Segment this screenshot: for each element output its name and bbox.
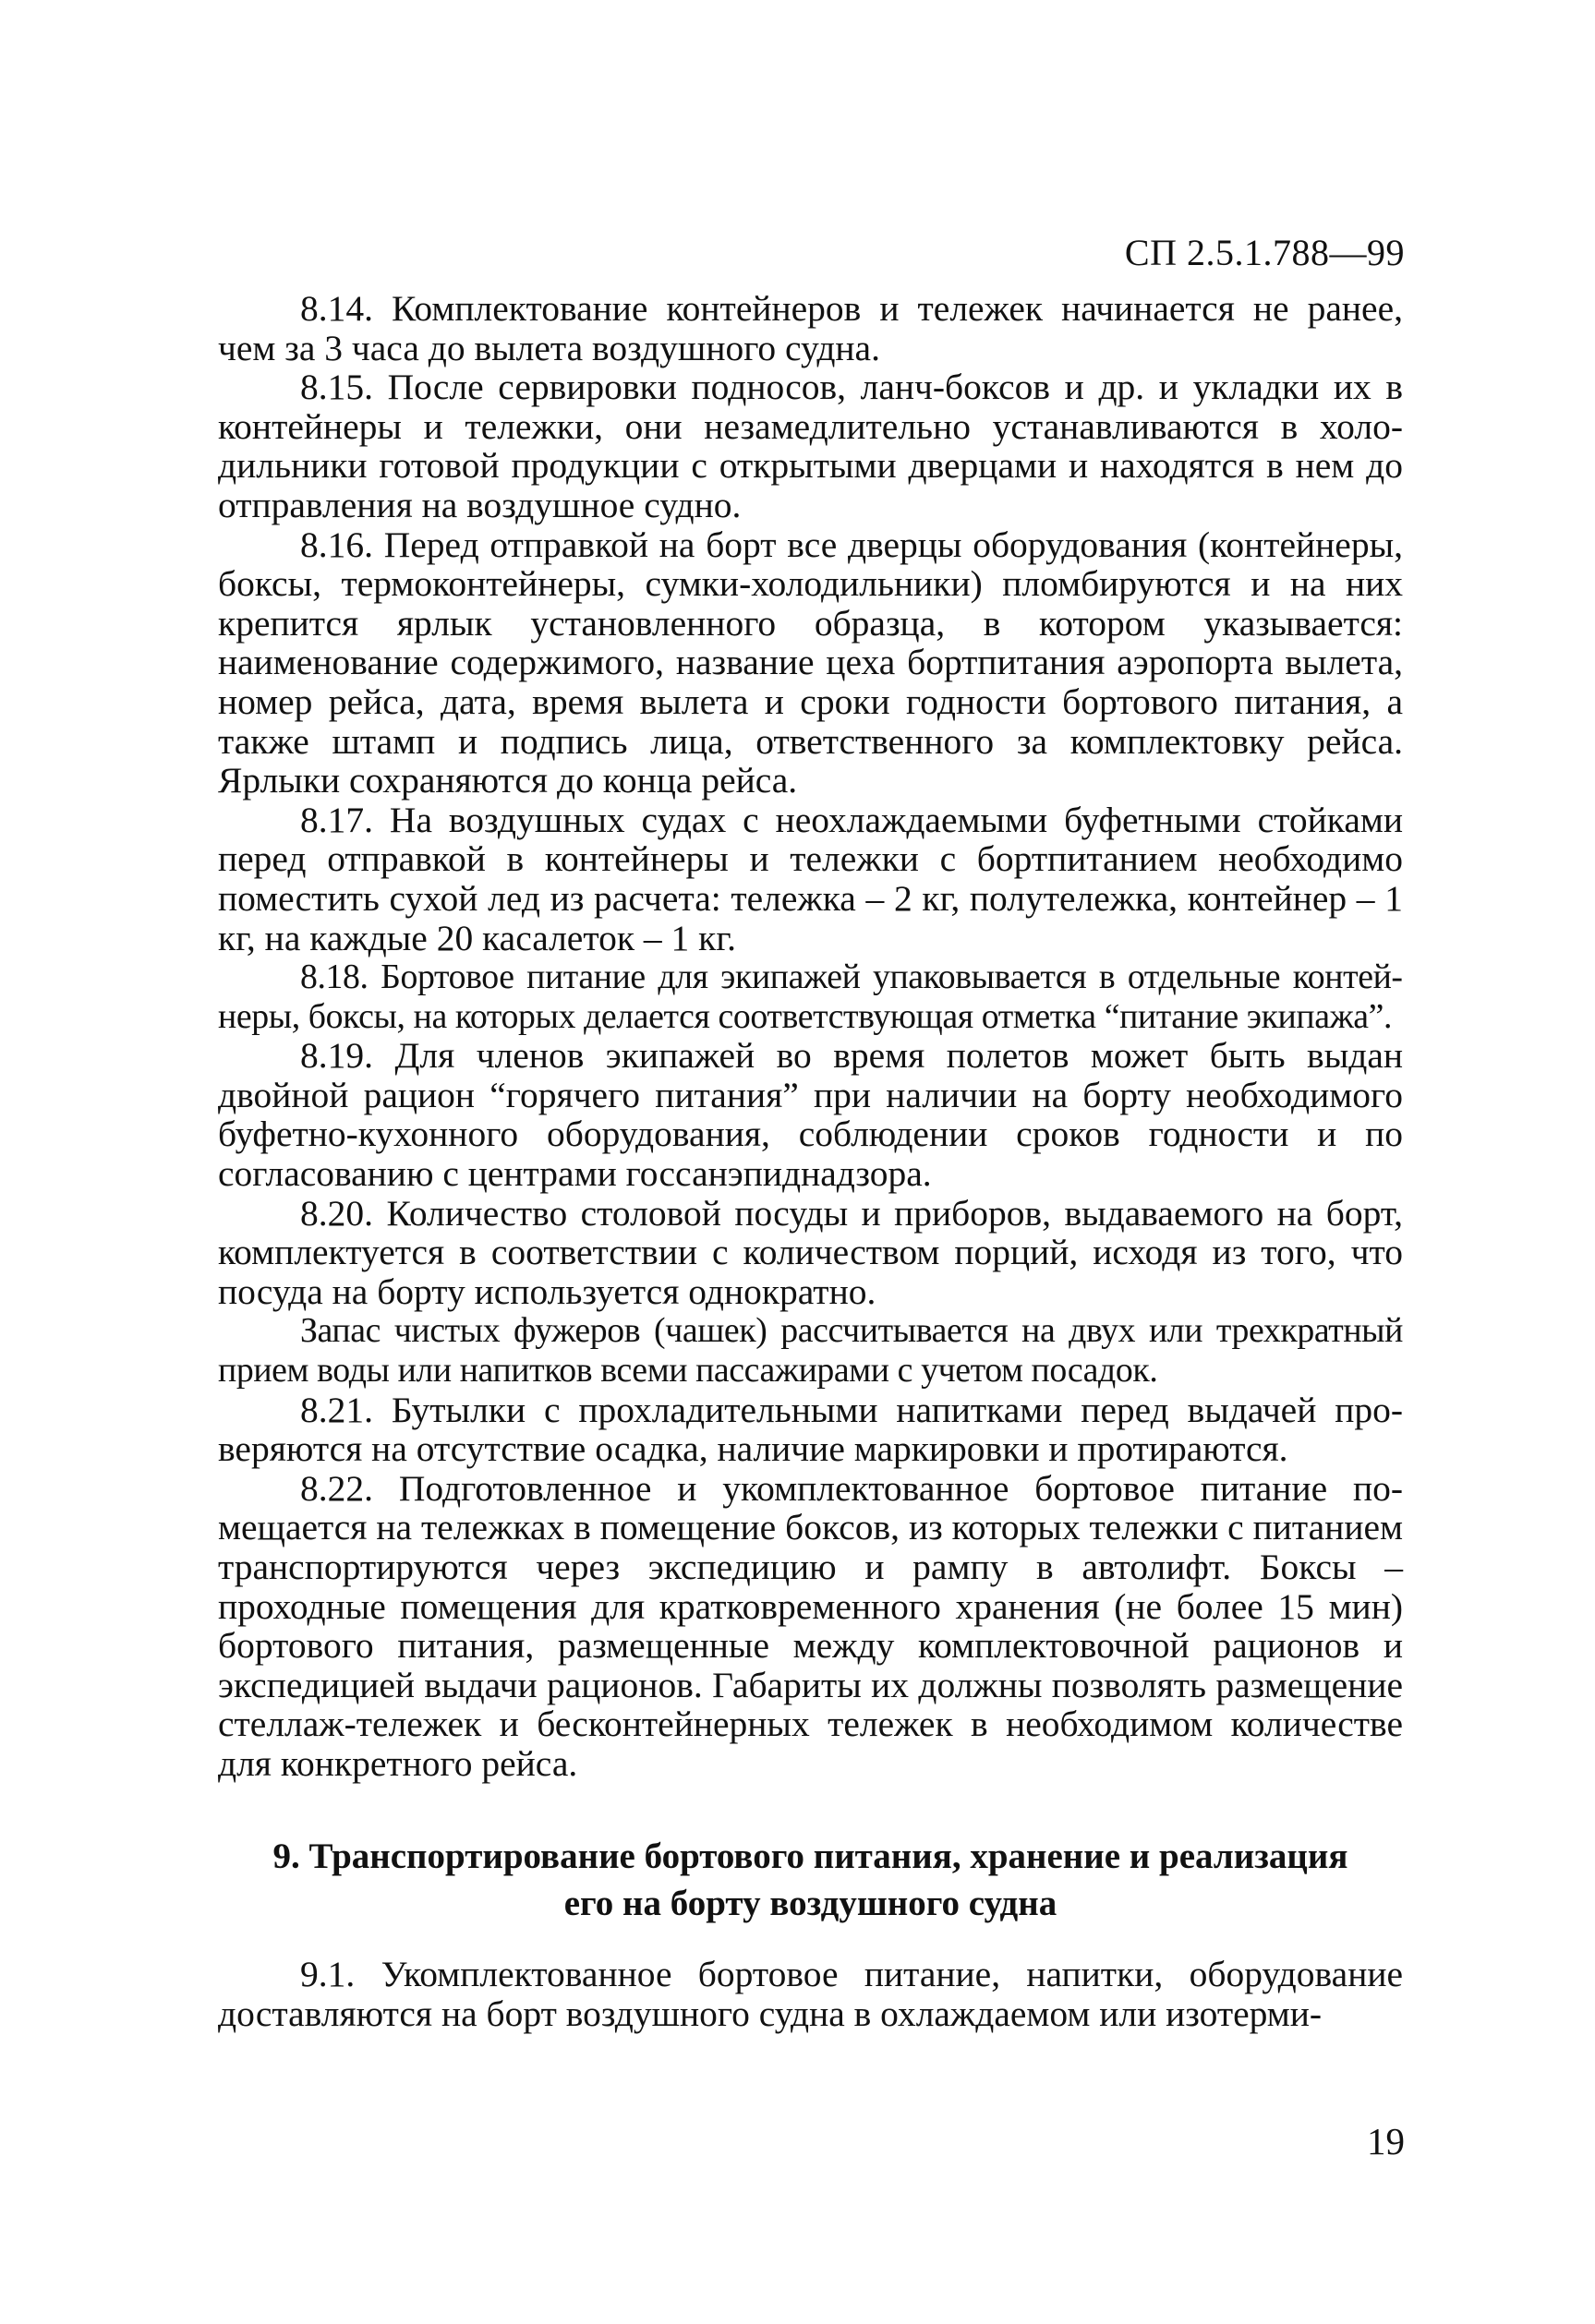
paragraph-8-19: 8.19. Для членов экипажей во время полетов может быть выдан двойной рацион “горячего питания” при наличии на борту необходимого буфетно-кухонного оборудования, соблюдении сроков годности и по согласованию с центрами госсанэпиднадзора.	[218, 1035, 1403, 1195]
document-code: СП 2.5.1.788—99	[1124, 232, 1405, 273]
paragraph-8-22: 8.22. Подготовленное и укомплектованное бортовое питание помещается на тележках в помещение боксов, из которых тележки с питанием транспортируются через экспедицию и рампу в автолифт. Боксы – проходные помещения для кратковременного хранения (не более 15 мин) бортового питания, размещенные между комплектовочной рационов и экспедицией выдачи рационов. Габариты их должны позволять размещение стеллаж-тележек и бесконтейнерных тележек в необходимом количестве для конкретного рейса.	[218, 1467, 1403, 1784]
paragraph-8-18: 8.18. Бортовое питание для экипажей упаковывается в отдельные контейнеры, боксы, на которых делается соответствующая отметка “питание экипажа”.	[218, 957, 1403, 1036]
section-body-text	[218, 1955, 1403, 2034]
paragraph-9-1: 9.1. Укомплектованное бортовое питание, напитки, оборудование доставляются на борт воздушного судна в охлаждаемом или изотерми-	[218, 1954, 1403, 2034]
body-text	[218, 289, 1403, 1784]
page-number: 19	[1367, 2120, 1405, 2162]
section-heading	[218, 1833, 1403, 1927]
paragraph-8-17: 8.17. На воздушных судах с неохлаждаемыми буфетными стойками перед отправкой в контейнеры и тележки с бортпитанием необходимо поместить сухой лед из расчета: тележка – 2 кг, полутележка, контейнер – 1 кг, на каждые 20 касалеток – 1 кг.	[218, 799, 1403, 958]
section-heading-line-2: его на борту воздушного судна	[563, 1884, 1057, 1923]
paragraph-8-20: 8.20. Количество столовой посуды и приборов, выдаваемого на борт, комплектуется в соответствии с количеством порций, исходя из того, что посуда на борту используется однократно.	[218, 1192, 1403, 1312]
paragraph-8-14: 8.14. Комплектование контейнеров и тележек начинается не ранее, чем за 3 часа до вылета воздушного судна.	[218, 288, 1403, 368]
paragraph-8-20-note: Запас чистых фужеров (чашек) рассчитывается на двух или трехкратный прием воды или напитков всеми пассажирами с учетом посадок.	[218, 1311, 1403, 1391]
paragraph-8-21: 8.21. Бутылки с прохладительными напитками перед выдачей проверяются на отсутствие осадка, наличие маркировки и протираются.	[218, 1389, 1403, 1470]
section-heading-line-1: 9. Транспортирование бортового питания, хранение и реализация	[272, 1836, 1348, 1876]
paragraph-8-16: 8.16. Перед отправкой на борт все дверцы оборудования (контейнеры, боксы, термоконтейнеры, сумки-холодильники) пломбируются и на них крепится ярлык установленного образца, в котором указывается: наименование содержимого, название цеха бортпитания аэропорта вылета, номер рейса, дата, время вылета и сроки годности бортового питания, а также штамп и подпись лица, ответственного за комплектовку рейса. Ярлыки сохраняются до конца рейса.	[218, 524, 1403, 801]
paragraph-8-15: 8.15. После сервировки подносов, ланч-боксов и др. и укладки их в контейнеры и тележки, они незамедлительно устанавливаются в холодильники готовой продукции с открытыми дверцами и находятся в нем до отправления на воздушное судно.	[218, 367, 1403, 525]
